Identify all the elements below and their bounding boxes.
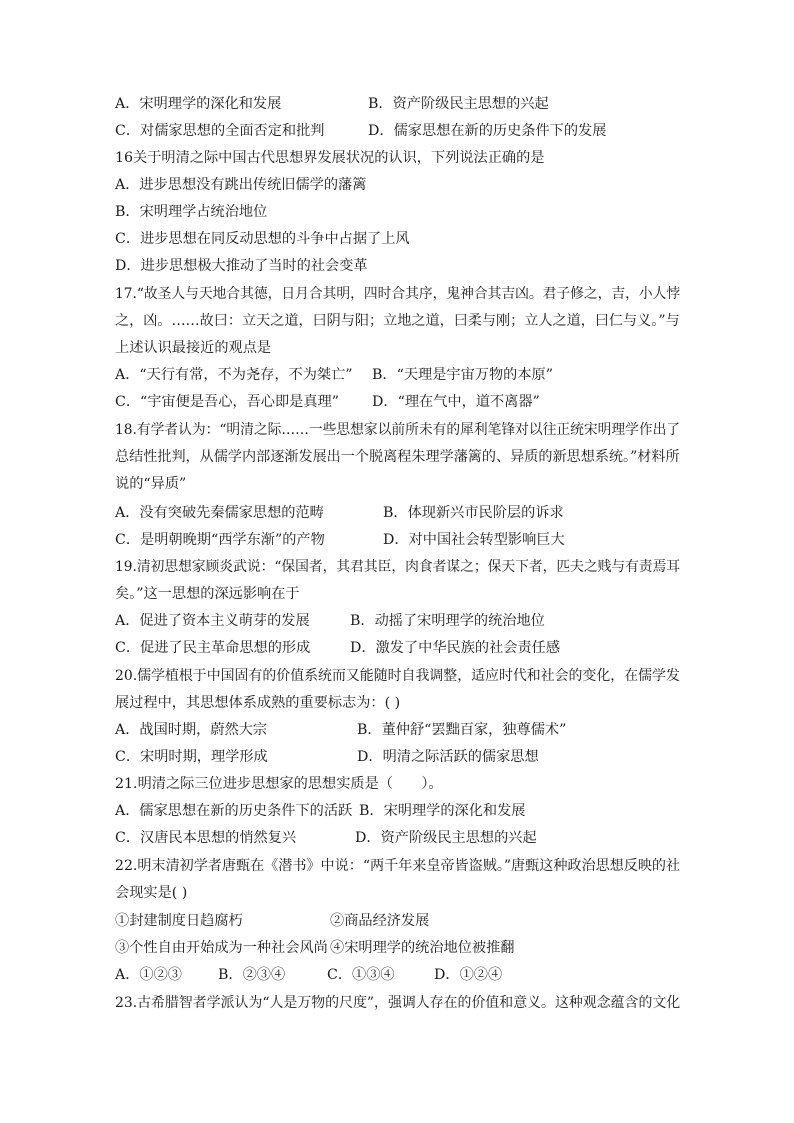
q17-option-c: C．“宇宙便是吾心，吾心即是真理” — [115, 394, 339, 410]
q21-option-b: B．宋明理学的深化和发展 — [359, 803, 526, 819]
q19-stem-line-2: 矣。”这一思想的深远影响在于 — [115, 586, 300, 602]
q17-option-b: B．“天理是宇宙万物的本原” — [372, 367, 553, 383]
q19-option-c: C．促进了民主革命思想的形成 — [115, 640, 311, 656]
q22-stem-line-2: 会现实是( ) — [115, 885, 188, 901]
q21-option-c: C．汉唐民本思想的悄然复兴 — [115, 830, 297, 846]
q18-stem-line-2: 总结性批判，从儒学内部逐渐发展出一个脱离程朱理学藩篱的、异质的新思想系统。”材料所 — [115, 449, 680, 465]
q22-stem-line-1: 22.明末清初学者唐甄在《潜书》中说：“两千年来皇帝皆盗贼。”唐甄这种政治思想反映的社 — [115, 858, 681, 874]
q18-option-b: B．体现新兴市民阶层的诉求 — [383, 505, 564, 521]
q17-option-d: D．“理在气中，道不离器” — [372, 394, 540, 410]
q19-option-a: A．促进了资本主义萌芽的发展 — [115, 613, 310, 629]
q21-stem: 21.明清之际三位进步思想家的思想实质是（ ）。 — [115, 776, 443, 792]
q16-option-c: C．进步思想在同反动思想的斗争中占据了上风 — [115, 231, 410, 247]
q20-stem-line-1: 20.儒学植根于中国固有的价值系统而又能随时自我调整，适应时代和社会的变化，在儒学发 — [115, 668, 680, 684]
q17-option-a: A．“天行有常，不为尧存，不为桀亡” — [115, 367, 353, 383]
q22-option-a: A．①②③ — [115, 967, 182, 983]
q22-item-1: ①封建制度日趋腐朽 — [115, 913, 243, 929]
q16-option-b: B．宋明理学占统治地位 — [115, 204, 268, 220]
q22-item-3: ③个性自由开始成为一种社会风尚 — [115, 940, 328, 956]
q20-option-b: B．董仲舒“罢黜百家，独尊儒术” — [357, 722, 567, 738]
q18-option-a: A．没有突破先秦儒家思想的范畴 — [115, 505, 324, 521]
q22-option-c: C．①③④ — [327, 967, 395, 983]
q19-option-d: D．激发了中华民族的社会责任感 — [350, 640, 561, 656]
q17-stem-line-1: 17.“故圣人与天地合其德，日月合其明，四时合其序，鬼神合其吉凶。君子修之，吉，小人悖 — [115, 286, 681, 302]
q19-option-b: B．动摇了宋明理学的统治地位 — [350, 613, 545, 629]
q17-stem-line-2: 之，凶。……故曰：立天之道，曰阴与阳；立地之道，曰柔与刚；立人之道，曰仁与义。”与 — [115, 313, 680, 329]
q16-option-d: D．进步思想极大推动了当时的社会变革 — [115, 258, 368, 274]
q19-stem-line-1: 19.清初思想家顾炎武说：“保国者，其君其臣，肉食者谋之；保天下者，匹夫之贱与有责焉耳 — [115, 559, 681, 575]
q22-option-b: B．②③④ — [218, 967, 286, 983]
q22-item-4: ④宋明理学的统治地位被推翻 — [330, 940, 515, 956]
q16-option-a: A．进步思想没有跳出传统旧儒学的藩篱 — [115, 177, 367, 193]
q16-stem: 16关于明清之际中国古代思想界发展状况的认识，下列说法正确的是 — [115, 150, 545, 166]
q20-option-d: D．明清之际活跃的儒家思想 — [357, 749, 539, 765]
q22-item-2: ②商品经济发展 — [330, 913, 430, 929]
q18-stem-line-1: 18.有学者认为：“明清之际……一些思想家以前所未有的犀利笔锋对以往正统宋明理学作出了 — [115, 422, 681, 438]
q20-stem-line-2: 展过程中，其思想体系成熟的重要标志为：( ) — [115, 695, 401, 711]
q21-option-d: D．资产阶级民主思想的兴起 — [355, 830, 537, 846]
q17-stem-line-3: 上述认识最接近的观点是 — [115, 340, 272, 356]
q20-option-a: A．战国时期，蔚然大宗 — [115, 722, 268, 738]
q18-option-d: D．对中国社会转型影响巨大 — [383, 532, 565, 548]
q15-option-b: B．资产阶级民主思想的兴起 — [368, 96, 549, 112]
q15-option-a: A．宋明理学的深化和发展 — [115, 96, 282, 112]
q21-option-a: A．儒家思想在新的历史条件下的活跃 — [115, 803, 353, 819]
q23-stem-line-1: 23.古希腊智者学派认为“人是万物的尺度”，强调人存在的价值和意义。这种观念蕴含的文化 — [115, 995, 681, 1011]
q18-option-c: C．是明朝晚期“西学东渐”的产物 — [115, 532, 325, 548]
q15-option-c: C．对儒家思想的全面否定和批判 — [115, 123, 325, 139]
q20-option-c: C．宋明时期，理学形成 — [115, 749, 268, 765]
q15-option-d: D．儒家思想在新的历史条件下的发展 — [368, 123, 607, 139]
q18-stem-line-3: 说的“异质” — [115, 476, 187, 492]
q22-option-d: D．①②④ — [434, 967, 503, 983]
